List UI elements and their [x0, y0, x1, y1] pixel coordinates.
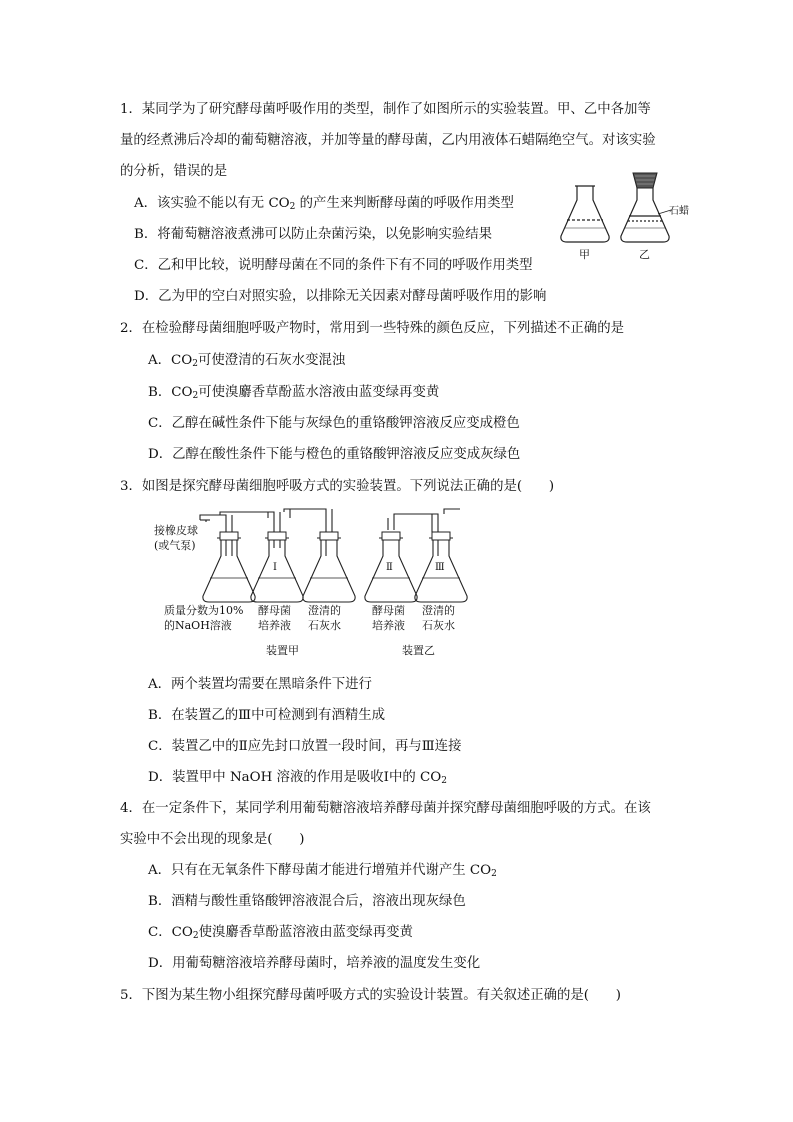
q4-option-b: B．酒精与酸性重铬酸钾溶液混合后，溶液出现灰绿色: [148, 894, 466, 909]
q2-option-c: C．乙醇在碱性条件下能与灰绿色的重铬酸钾溶液反应变成橙色: [148, 416, 520, 431]
yeast-caption-1b: 酵母菌: [372, 604, 405, 617]
flask-yeast-i: [251, 532, 303, 602]
q2-option-b: B．$CO_2$可使溴麝香草酚蓝水溶液由蓝变绿再变黄: [148, 385, 440, 401]
flask-naoh: [203, 532, 255, 602]
q4-option-d: D．用葡萄糖溶液培养酵母菌时，培养液的温度发生变化: [148, 956, 481, 971]
q2-stem: 2．在检验酵母菌细胞呼吸产物时，常用到一些特殊的颜色反应，下列描述不正确的是: [120, 321, 624, 336]
q1-option-b: B．将葡萄糖溶液煮沸可以防止杂菌污染，以免影响实验结果: [134, 227, 492, 242]
q4-option-a: A．只有在无氧条件下酵母菌才能进行增殖并代谢产生 $CO_2$: [148, 863, 497, 879]
lime-caption-2a: 石灰水: [308, 619, 341, 632]
q1-option-d: D．乙为甲的空白对照实验，以排除无关因素对酵母菌呼吸作用的影响: [134, 289, 547, 304]
naoh-caption-1: 质量分数为10%: [164, 604, 244, 617]
roman-numeral-2: Ⅱ: [386, 562, 393, 573]
q3-stem: 3．如图是探究酵母菌细胞呼吸方式的实验装置。下列说法正确的是( ): [120, 479, 555, 494]
pump-label-1: 接橡皮球: [154, 524, 198, 537]
roman-numeral-3: Ⅲ: [435, 562, 445, 573]
q3-option-b: B．在装置乙的Ⅲ中可检测到有酒精生成: [148, 708, 386, 723]
flask-yi: [621, 186, 669, 242]
naoh-caption-2: 的NaOH溶液: [164, 619, 232, 632]
q3-apparatus-figure: [148, 508, 478, 663]
q1-flask-figure: [555, 170, 705, 265]
lime-caption-1a: 澄清的: [308, 604, 341, 617]
q1-option-a: A．该实验不能以有无 $CO_2$ 的产生来判断酵母菌的呼吸作用类型: [134, 196, 514, 212]
q1-option-c: C．乙和甲比较，说明酵母菌在不同的条件下有不同的呼吸作用类型: [134, 258, 533, 273]
yeast-caption-2a: 培养液: [258, 619, 291, 632]
q3-option-c: C．装置乙中的Ⅱ应先封口放置一段时间，再与Ⅲ连接: [148, 739, 462, 754]
roman-numeral-1: Ⅰ: [273, 562, 277, 573]
flask-lime-a: [303, 532, 355, 602]
yeast-caption-1a: 酵母菌: [258, 604, 291, 617]
q4-option-c: C．$CO_2$使溴麝香草酚蓝溶液由蓝变绿再变黄: [148, 925, 413, 941]
q4-stem-line-2: 实验中不会出现的现象是( ): [120, 832, 305, 847]
q1-stem-line-2: 量的经煮沸后冷却的葡萄糖溶液，并加等量的酵母菌，乙内用液体石蜡隔绝空气。对该实验: [120, 133, 656, 148]
q5-stem: 5．下图为某生物小组探究酵母菌呼吸方式的实验设计装置。有关叙述正确的是( ): [120, 988, 622, 1003]
flask-jia-label: 甲: [579, 248, 590, 261]
q2-option-d: D．乙醇在酸性条件下能与橙色的重铬酸钾溶液反应变成灰绿色: [148, 447, 521, 462]
stopper-icon: [633, 173, 657, 188]
q3-option-d: D．装置甲中 NaOH 溶液的作用是吸收Ⅰ中的 $CO_2$: [148, 770, 447, 786]
flask-jia: [561, 186, 609, 242]
lime-caption-1b: 澄清的: [422, 604, 455, 617]
pump-label-2: (或气泵): [154, 539, 196, 552]
q4-stem-line-1: 4．在一定条件下，某同学利用葡萄糖溶液培养酵母菌并探究酵母菌细胞呼吸的方式。在该: [120, 801, 651, 816]
device-yi-label: 装置乙: [402, 644, 435, 657]
q3-option-a: A．两个装置均需要在黑暗条件下进行: [148, 677, 372, 692]
yeast-caption-2b: 培养液: [372, 619, 405, 632]
q2-option-a: A．$CO_2$可使澄清的石灰水变混浊: [148, 353, 346, 369]
lime-caption-2b: 石灰水: [422, 619, 455, 632]
q1-stem-line-1: 1．某同学为了研究酵母菌呼吸作用的类型，制作了如图所示的实验装置。甲、乙中各加等: [120, 102, 651, 117]
q1-stem-line-3: 的分析，错误的是: [120, 164, 228, 179]
device-jia-label: 装置甲: [266, 644, 299, 657]
paraffin-label: 石蜡: [669, 206, 689, 217]
flask-yi-label: 乙: [639, 248, 650, 261]
